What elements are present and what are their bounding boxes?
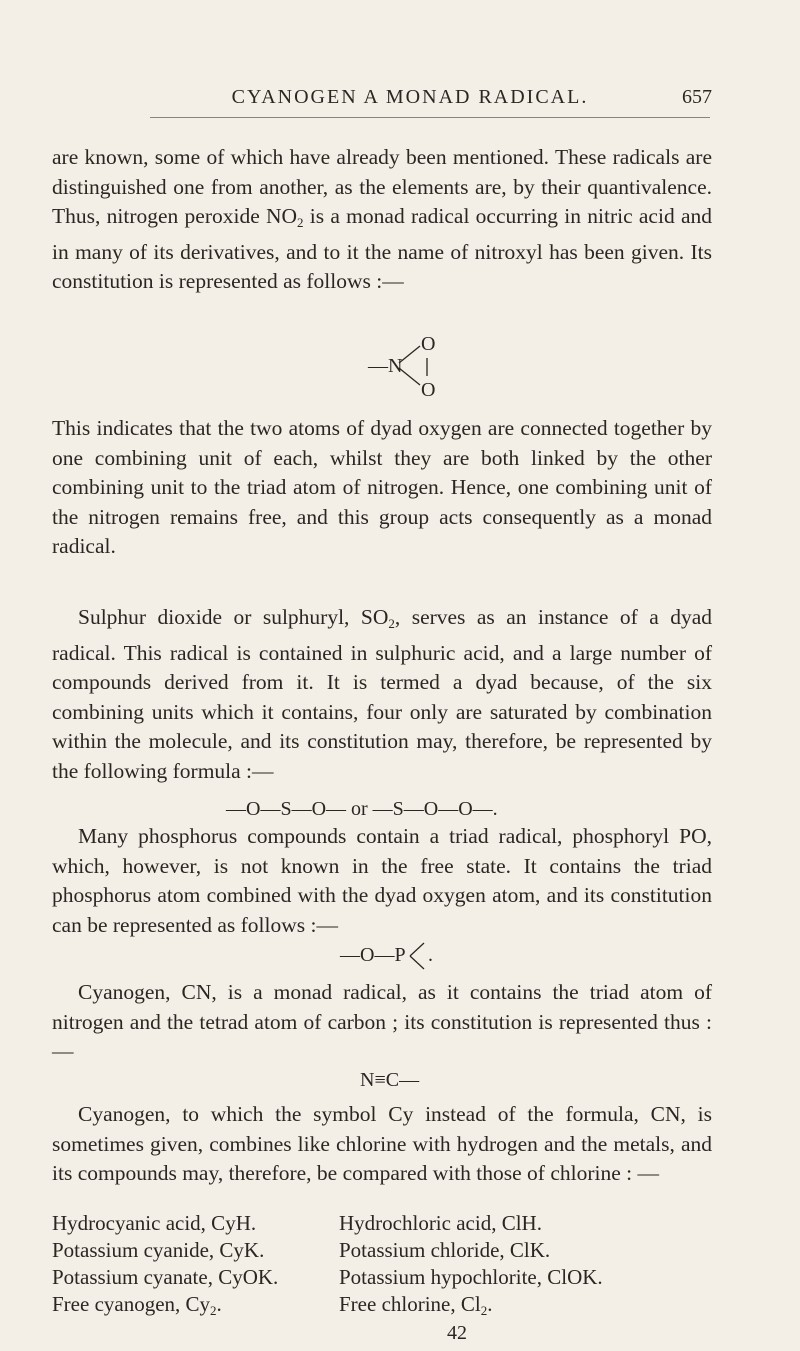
paragraph-3-rest: , serves as an instance of a dyad radical. This radical is contained in sulphuric acid, and a large number of compounds derived from it. It is termed a dyad because, of the six combining units which it contains, four only are saturated by combination within the molecule, and its constitution may, therefore, be represented by the following formula :— [52,605,713,783]
paragraph-6 [52,1100,712,1189]
paragraph-4-text: Many phosphorus compounds contain a triad radical, phosphoryl PO, which, however, is not known in the free state. It contains the triad phosphorus atom combined with the dyad oxygen atom, and its constitution can be represented as follows :— [52,824,712,937]
cyanogen-row: Free cyanogen, $Cy_2$. [52,1292,222,1318]
no2-subscript: 2 [297,215,304,230]
paragraph-2-text: This indicates that the two atoms of dyad oxygen are connected together by one combining unit of each, whilst they are both linked by the other combining unit to the triad atom of nitrogen. Hence, one combining unit of the nitrogen remains free, and this group acts consequently as a monad radical. [52,416,712,558]
chlorine-compounds-column [339,1210,603,1324]
phosphoryl-bonds [408,938,430,974]
cyanogen-row: Potassium cyanide, CyK. [52,1238,265,1262]
nitroxyl-oxygen-bottom: O [421,379,436,401]
page-number: 657 [682,86,712,108]
phosphoryl-formula [340,944,406,967]
paragraph-6-text: Cyanogen, to which the symbol Cy instead of the formula, CN, is sometimes given, combines like chlorine with hydrogen and the metals, and its compounds may, therefore, be compared with those of chlorine : — [52,1102,712,1185]
cyanogen-row: Hydrocyanic acid, CyH. [52,1211,257,1235]
cyanogen-formula: N≡C— [360,1069,420,1091]
paragraph-5-text: Cyanogen, CN, is a monad radical, as it contains the triad atom of nitrogen and the tetrad atom of carbon ; its constitution is represented thus :— [52,980,712,1063]
so2-subscript: 2 [388,616,395,631]
cyanogen-row: Potassium cyanate, CyOK. [52,1265,279,1289]
chlorine-row: Free chlorine, $Cl_2$. [339,1292,493,1318]
paragraph-1 [52,143,712,297]
chlorine-row: Potassium hypochlorite, ClOK. [339,1265,603,1289]
cyanogen-compounds-column [52,1210,278,1324]
phosphoryl-prefix: —O—P [340,944,406,966]
paragraph-1-text: are known, some of which have already been mentioned. These radicals are distinguished one from another, as the elements are, by their quantivalence. Thus, nitrogen peroxide NO [52,145,712,228]
paragraph-2 [52,414,712,562]
chlorine-row: Hydrochloric acid, ClH. [339,1211,542,1235]
paragraph-3-text: Sulphur dioxide or sulphuryl, SO [78,605,389,629]
running-head: CYANOGEN A MONAD RADICAL. [231,86,589,108]
nitroxyl-prefix: —N [368,355,403,377]
sulphuryl-formula: —O—S—O— or —S—O—O—. [226,798,498,820]
paragraph-3 [52,603,712,786]
header-rule [150,117,710,118]
phosphoryl-suffix: . [428,944,433,966]
printer-signature: 42 [447,1322,467,1344]
nitroxyl-oxygen-top: O [421,333,436,355]
paragraph-4 [52,822,712,940]
paragraph-5 [52,978,712,1067]
paragraph-1-rest: is a monad radical occurring in nitric acid and in many of its derivatives, and to it the name of nitroxyl has been given. Its constitution is represented as follows :— [52,204,712,293]
chlorine-row: Potassium chloride, ClK. [339,1238,551,1262]
